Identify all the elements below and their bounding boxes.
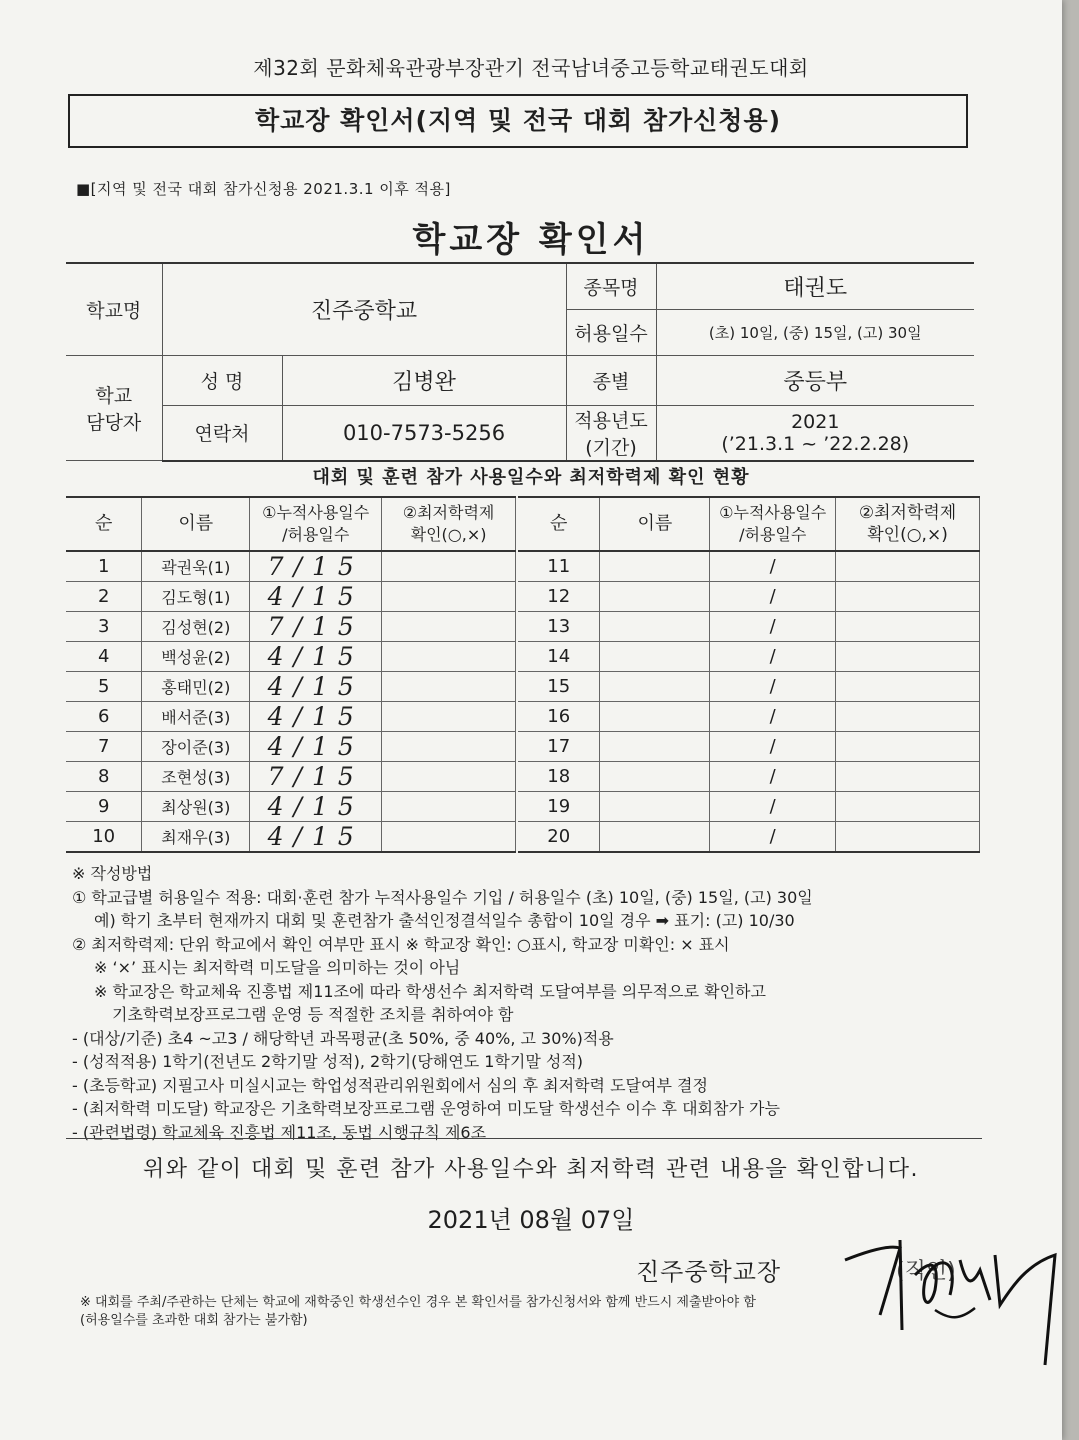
official-seal: (직인) <box>896 1259 956 1284</box>
table-row <box>66 642 516 672</box>
row-name: 김도형(1) <box>142 582 250 612</box>
row-days: / <box>710 702 836 732</box>
table-row <box>66 762 516 792</box>
table-row <box>66 822 516 853</box>
allowed-days-value: (초) 10일, (중) 15일, (고) 30일 <box>656 309 974 355</box>
division-value: 중등부 <box>656 355 974 405</box>
row-min-check <box>836 732 980 762</box>
row-days: / <box>710 762 836 792</box>
row-name: 백성윤(2) <box>142 642 250 672</box>
col-min-header-line1: ②최저학력제 <box>402 503 495 522</box>
row-number: 19 <box>518 792 600 822</box>
row-name <box>600 762 710 792</box>
row-name <box>600 822 710 853</box>
row-min-check <box>382 672 516 702</box>
issue-date: 2021년 08월 07일 <box>427 1206 635 1234</box>
col-days-header <box>710 497 836 551</box>
row-name: 장이준(3) <box>142 732 250 762</box>
division-label: 종별 <box>566 355 656 405</box>
row-days: 7/15 <box>250 762 382 792</box>
row-number: 13 <box>518 612 600 642</box>
footnote-line: ※ 대회를 주최/주관하는 단체는 학교에 재학중인 학생선수인 경우 본 확인서를 참가신청서와 함께 반드시 제출받아야 함 <box>80 1295 756 1310</box>
row-min-check <box>382 792 516 822</box>
phone-value: 010-7573-5256 <box>282 405 566 461</box>
row-name: 최재우(3) <box>142 822 250 853</box>
row-min-check <box>836 582 980 612</box>
instruction-line: ※ 학교장은 학교체육 진흥법 제11조에 따라 학생선수 최저학력 도달여부를 의무적으로 확인하고 <box>94 981 766 1001</box>
writing-instructions <box>72 862 992 1144</box>
table-row <box>518 822 980 853</box>
year-value-cell <box>656 405 974 461</box>
row-min-check <box>836 762 980 792</box>
instructions-heading: ※ 작성방법 <box>72 864 153 883</box>
row-number: 10 <box>66 822 142 853</box>
name-value: 김병완 <box>282 355 566 405</box>
row-number: 14 <box>518 642 600 672</box>
row-name: 배서준(3) <box>142 702 250 732</box>
section-title: 대회 및 훈련 참가 사용일수와 최저학력제 확인 현황 <box>312 467 750 488</box>
row-name: 김성현(2) <box>142 612 250 642</box>
row-days: 4/15 <box>250 702 382 732</box>
table-row <box>518 762 980 792</box>
main-title: 학교장 확인서 <box>412 220 650 260</box>
row-min-check <box>836 792 980 822</box>
instruction-line: - (최저학력 미도달) 학교장은 기초학력보장프로그램 운영하여 미도달 학생선수 이수 후 대회참가 가능 <box>72 1099 780 1118</box>
row-days: / <box>710 642 836 672</box>
table-row <box>518 612 980 642</box>
sport-label: 종목명 <box>566 263 656 309</box>
event-title: 제32회 문화체육관광부장관기 전국남녀중고등학교태권도대회 <box>253 56 809 80</box>
col-name-header: 이름 <box>142 497 250 551</box>
table-row <box>518 582 980 612</box>
row-name <box>600 642 710 672</box>
row-name <box>600 792 710 822</box>
year-value: 2021 <box>791 410 840 433</box>
year-label-line2: (기간) <box>585 436 637 459</box>
row-name: 조현성(3) <box>142 762 250 792</box>
table-row <box>66 551 516 582</box>
row-days: 4/15 <box>250 582 382 612</box>
instruction-line: - (성적적용) 1학기(전년도 2학기말 성적), 2학기(당해연도 1학기말 성적) <box>72 1052 584 1071</box>
row-days: 4/15 <box>250 642 382 672</box>
row-number: 8 <box>66 762 142 792</box>
col-min-header-line1: ②최저학력제 <box>858 503 957 523</box>
sport-value: 태권도 <box>656 263 974 309</box>
row-name <box>600 672 710 702</box>
instruction-line: - (대상/기준) 초4 ~고3 / 해당학년 과목평균(초 50%, 중 40%, 고 30%)적용 <box>72 1028 614 1048</box>
row-min-check <box>836 822 980 853</box>
row-days: 4/15 <box>250 822 382 853</box>
principal-title: 진주중학교장 <box>636 1258 782 1286</box>
row-days: 4/15 <box>250 732 382 762</box>
table-row <box>518 551 980 582</box>
col-name-header: 이름 <box>600 497 710 551</box>
row-number: 16 <box>518 702 600 732</box>
instruction-line: 예) 학기 초부터 현재까지 대회 및 훈련참가 출석인정결석일수 총합이 10일 경우 ➡ 표기: (고) 10/30 <box>94 911 795 930</box>
table-row <box>66 732 516 762</box>
col-days-header-line2: /허용일수 <box>282 525 350 544</box>
contact-person-label <box>66 355 162 461</box>
contact-person-label-line1: 학교 <box>95 384 133 407</box>
row-min-check <box>836 702 980 732</box>
row-min-check <box>382 822 516 853</box>
row-name <box>600 582 710 612</box>
row-number: 6 <box>66 702 142 732</box>
divider <box>66 1138 982 1139</box>
row-number: 4 <box>66 642 142 672</box>
row-min-check <box>382 612 516 642</box>
usage-table-right <box>518 496 980 853</box>
table-row <box>66 582 516 612</box>
row-name <box>600 702 710 732</box>
form-title: 학교장 확인서(지역 및 전국 대회 참가신청용) <box>68 94 968 148</box>
col-min-header <box>836 497 980 551</box>
row-number: 3 <box>66 612 142 642</box>
instruction-line: ※ ‘×’ 표시는 최저학력 미도달을 의미하는 것이 아님 <box>94 958 461 977</box>
phone-label: 연락처 <box>162 405 282 461</box>
col-no-header: 순 <box>66 497 142 551</box>
row-name <box>600 612 710 642</box>
row-number: 7 <box>66 732 142 762</box>
row-days: / <box>710 732 836 762</box>
row-name: 홍태민(2) <box>142 672 250 702</box>
row-number: 1 <box>66 551 142 582</box>
footnote-line: (허용일수를 초과한 대회 참가는 불가함) <box>80 1313 308 1328</box>
row-number: 15 <box>518 672 600 702</box>
table-row <box>66 672 516 702</box>
row-number: 2 <box>66 582 142 612</box>
school-label: 학교명 <box>66 263 162 355</box>
name-label: 성 명 <box>162 355 282 405</box>
row-name: 곽권욱(1) <box>142 551 250 582</box>
row-min-check <box>836 642 980 672</box>
row-days: / <box>710 672 836 702</box>
table-row <box>518 672 980 702</box>
col-no-header: 순 <box>518 497 600 551</box>
col-min-header <box>382 497 516 551</box>
handwritten-signature <box>840 1220 1060 1370</box>
instruction-line: 기초학력보장프로그램 운영 등 적절한 조치를 취하여야 함 <box>112 1005 514 1024</box>
row-days: / <box>710 792 836 822</box>
row-min-check <box>836 612 980 642</box>
row-min-check <box>382 762 516 792</box>
row-name <box>600 551 710 582</box>
table-row <box>518 702 980 732</box>
year-label-line1: 적용년도 <box>574 409 648 432</box>
row-min-check <box>836 551 980 582</box>
info-table <box>66 262 974 462</box>
col-days-header-line1: ①누적사용일수 <box>262 503 370 522</box>
row-name <box>600 732 710 762</box>
row-days: 7/15 <box>250 612 382 642</box>
table-row <box>518 792 980 822</box>
col-min-header-line2: 확인(○,×) <box>867 525 948 545</box>
instruction-line: - (초등학교) 지필고사 미실시교는 학업성적관리위원회에서 심의 후 최저학력 도달여부 결정 <box>72 1075 708 1095</box>
col-days-header-line2: /허용일수 <box>739 525 807 544</box>
row-min-check <box>382 551 516 582</box>
table-row <box>518 732 980 762</box>
contact-person-label-line2: 담당자 <box>86 411 142 434</box>
row-number: 9 <box>66 792 142 822</box>
footnote <box>80 1294 756 1330</box>
row-number: 17 <box>518 732 600 762</box>
row-min-check <box>382 642 516 672</box>
school-value: 진주중학교 <box>162 263 566 355</box>
row-days: / <box>710 612 836 642</box>
col-min-header-line2: 확인(○,×) <box>410 525 487 544</box>
row-days: 4/15 <box>250 792 382 822</box>
row-min-check <box>382 702 516 732</box>
year-label <box>566 405 656 461</box>
applicability-note: ■[지역 및 전국 대회 참가신청용 2021.3.1 이후 적용] <box>76 180 451 198</box>
row-days: / <box>710 551 836 582</box>
row-days: / <box>710 822 836 853</box>
row-name: 최상원(3) <box>142 792 250 822</box>
instruction-line: ① 학교급별 허용일수 적용: 대회·훈련 참가 누적사용일수 기입 / 허용일수 (초) 10일, (중) 15일, (고) 30일 <box>72 887 813 907</box>
row-number: 20 <box>518 822 600 853</box>
table-row <box>66 612 516 642</box>
period-value: (’21.3.1 ~ ’22.2.28) <box>721 432 910 455</box>
instruction-line: - (관련법령) 학교체육 진흥법 제11조, 동법 시행규칙 제6조 <box>72 1122 487 1142</box>
row-min-check <box>382 582 516 612</box>
row-min-check <box>836 672 980 702</box>
col-days-header-line1: ①누적사용일수 <box>719 503 827 522</box>
col-days-header <box>250 497 382 551</box>
row-days: 4/15 <box>250 672 382 702</box>
allowed-days-label: 허용일수 <box>566 309 656 355</box>
table-row <box>66 792 516 822</box>
row-number: 11 <box>518 551 600 582</box>
row-min-check <box>382 732 516 762</box>
row-number: 18 <box>518 762 600 792</box>
row-days: / <box>710 582 836 612</box>
row-days: 7/15 <box>250 551 382 582</box>
instruction-line: ② 최저학력제: 단위 학교에서 확인 여부만 표시 ※ 학교장 확인: ○표시, 학교장 미확인: × 표시 <box>72 934 730 954</box>
table-row <box>66 702 516 732</box>
row-number: 12 <box>518 582 600 612</box>
row-number: 5 <box>66 672 142 702</box>
table-row <box>518 642 980 672</box>
confirmation-statement: 위와 같이 대회 및 훈련 참가 사용일수와 최저학력 관련 내용을 확인합니다. <box>143 1157 919 1182</box>
usage-table-left <box>66 496 516 853</box>
